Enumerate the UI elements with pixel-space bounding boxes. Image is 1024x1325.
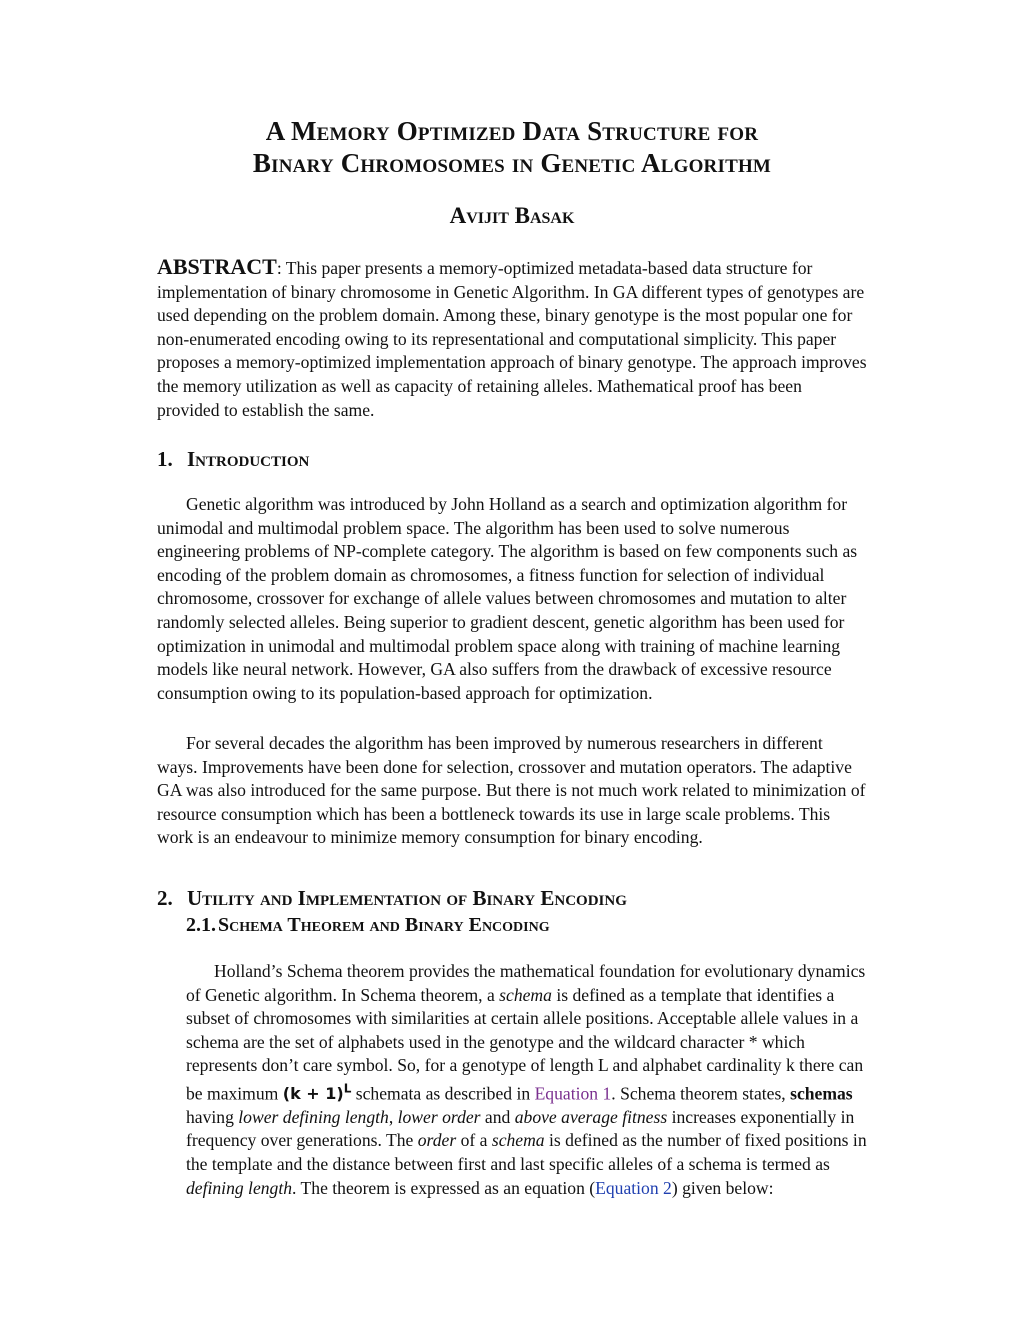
above-average-fitness-term: above average fitness <box>514 1106 668 1127</box>
abstract <box>157 255 867 422</box>
section-1-number: 1. <box>157 447 173 471</box>
schema-text-k: . The theorem is expressed as an equation ( <box>292 1177 596 1198</box>
schema-text-e: having <box>186 1106 239 1127</box>
lower-order-term: lower order <box>397 1106 481 1127</box>
schema-text-i: of a <box>456 1130 492 1151</box>
schema-paragraph <box>186 960 876 1200</box>
schemas-bold-term: schemas <box>790 1083 853 1104</box>
defining-length-term: defining length <box>186 1177 293 1198</box>
section-2-title: Utility and Implementation of Binary Encoding <box>187 886 627 910</box>
section-2-number: 2. <box>157 886 173 910</box>
schema-text-g: and <box>480 1106 515 1127</box>
schema-text-f: , <box>388 1106 398 1127</box>
section-1-title: Introduction <box>187 447 310 471</box>
intro-paragraph-1 <box>157 493 867 705</box>
author-name: Avijit Basak <box>449 203 575 228</box>
subsection-2-1-number: 2.1. <box>186 914 216 936</box>
intro-paragraph-1-text: Genetic algorithm was introduced by John Holland as a search and optimization algorithm for unimodal and multimodal problem space. The algorithm has been used to solve numerous engineering problems of NP-complete category. The algorithm is based on few components such as encoding of the problem domain as chromosomes, a fitness function for selection of individual chromosome, crossover for exchange of allele values between chromosomes and mutation to alter randomly selected alleles. Being superior to gradient descent, genetic algorithm has been used for optimization in unimodal and multimodal problem space along with training of machine learning models like neural network. However, GA also suffers from the drawback of excessive resource consumption owing to its population-based approach for optimization. <box>157 494 858 703</box>
intro-paragraph-2-text: For several decades the algorithm has been improved by numerous researchers in different ways. Improvements have been done for selection, crossover and mutation operators. The adaptive GA was also introduced for the same purpose. But there is not much work related to minimization of resource consumption which has been a bottleneck towards its use in large scale problems. This work is an endeavour to minimize memory consumption for binary encoding. <box>157 733 866 848</box>
schema-italic-term: schema <box>499 984 552 1005</box>
equation-1-link[interactable]: Equation 1 <box>534 1083 612 1104</box>
schema-text-b: is defined as a template that identifies a subset of chromosomes with similarities at certain allele positions. Acceptable allele values in a schema are the set of alphabets used in the genotype and the wildcard character * which represents don’t care symbol. So, for a genotype of length L and alphabet cardinality k there can be maximum <box>186 984 864 1104</box>
schema-text-c: schemata as described in <box>351 1083 535 1104</box>
section-1-heading <box>157 447 309 472</box>
order-term: order <box>417 1130 457 1151</box>
schema-text-d: . Schema theorem states, <box>611 1083 791 1104</box>
schema-text-h: increases exponentially in frequency over generations. The <box>186 1106 855 1151</box>
section-2-heading <box>157 886 627 911</box>
paper-title-line-2: Binary Chromosomes in Genetic Algorithm <box>252 148 772 178</box>
equation-2-link[interactable]: Equation 2 <box>595 1177 672 1198</box>
formula-exponent: L <box>343 1081 352 1096</box>
subsection-2-1-title: Schema Theorem and Binary Encoding <box>218 914 550 936</box>
schema-italic-term-2: schema <box>491 1130 545 1151</box>
schema-text-j: is defined as the number of fixed positions in the template and the distance between first and last specific alleles of a schema is termed as <box>186 1130 867 1175</box>
lower-defining-length-term: lower defining length <box>238 1106 389 1127</box>
intro-paragraph-2 <box>157 732 867 850</box>
schema-text-l: ) given below: <box>671 1177 774 1198</box>
formula-base: (k + 1) <box>282 1084 344 1104</box>
abstract-text: : This paper presents a memory-optimized metadata-based data structure for implementation of binary chromosome in Genetic Algorithm. In GA different types of genotypes are used depending on the problem domain. Among these, binary genotype is the most popular one for non-enumerated encoding owing to its representational and computational simplicity. This paper proposes a memory-optimized implementation approach of binary genotype. The approach improves the memory utilization as well as capacity of retaining alleles. Mathematical proof has been provided to establish the same. <box>157 258 867 420</box>
schemata-count-formula <box>282 1081 352 1104</box>
subsection-2-1-heading <box>186 914 550 937</box>
abstract-label: ABSTRACT <box>157 254 277 279</box>
paper-title-line-1: A Memory Optimized Data Structure for <box>265 116 759 146</box>
schema-text-a: Holland’s Schema theorem provides the mathematical foundation for evolutionary dynamics of Genetic algorithm. In Schema theorem, a <box>186 961 866 1005</box>
